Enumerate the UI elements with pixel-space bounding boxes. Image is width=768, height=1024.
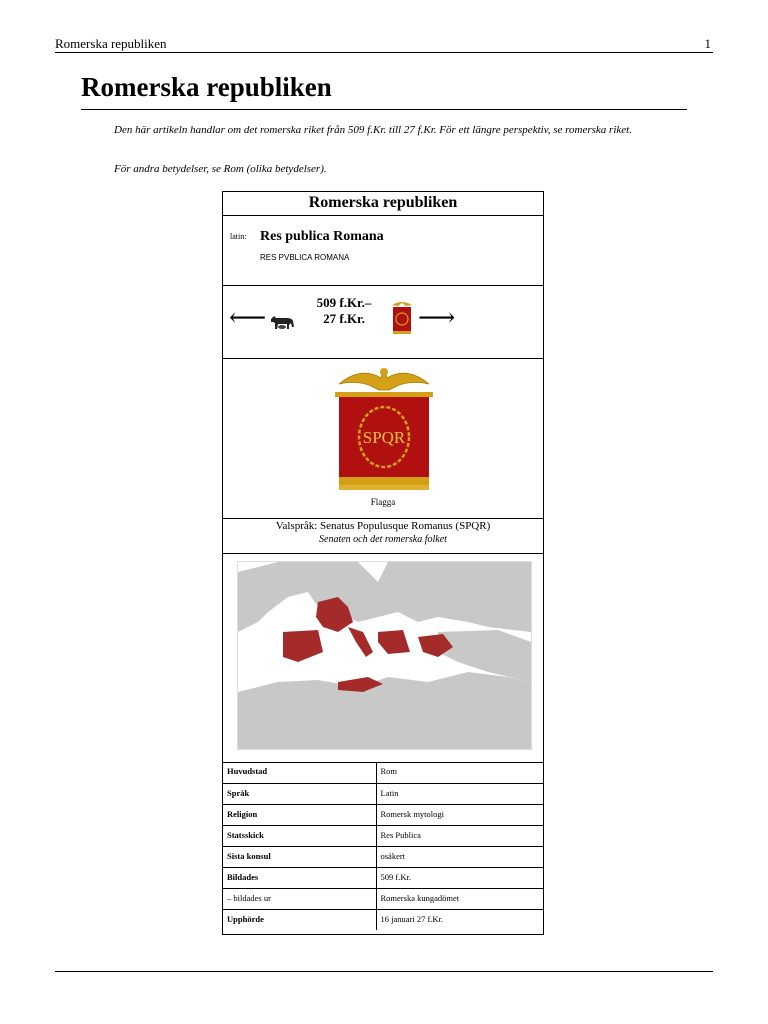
flag-caption: Flagga bbox=[370, 497, 396, 507]
fact-row bbox=[223, 825, 543, 846]
fact-key: Sista konsul bbox=[223, 846, 376, 867]
motto-translation: Senaten och det romerska folket bbox=[319, 534, 447, 545]
period-dates: 509 f.Kr.–27 f.Kr. bbox=[316, 295, 372, 326]
hatnote-disambiguation: För andra betydelser, se Rom (olika betydelser). bbox=[114, 163, 327, 175]
fact-row bbox=[223, 804, 543, 825]
infobox-latin-name bbox=[223, 215, 543, 286]
infobox-flag bbox=[223, 358, 543, 519]
running-header bbox=[55, 36, 713, 53]
page-number: 1 bbox=[704, 36, 711, 51]
fact-key: Upphörde bbox=[223, 909, 376, 930]
fact-value: 509 f.Kr. bbox=[376, 867, 543, 888]
fact-value: Romerska kungadömet bbox=[376, 888, 543, 909]
fact-key: Språk bbox=[223, 783, 376, 804]
latin-label: latin: bbox=[230, 232, 247, 241]
fact-row bbox=[223, 909, 543, 930]
infobox-map bbox=[223, 554, 543, 763]
previous-state-arrow[interactable]: ⟵ bbox=[229, 303, 267, 332]
hatnote-scope: Den här artikeln handlar om det romerska riket från 509 f.Kr. till 27 f.Kr. För ett längre perspektiv, se romerska riket. bbox=[114, 124, 632, 136]
fact-row bbox=[223, 762, 543, 783]
infobox bbox=[222, 191, 544, 935]
fact-value: Romersk mytologi bbox=[376, 804, 543, 825]
fact-value: 16 januari 27 f.Kr. bbox=[376, 909, 543, 930]
vexillum-icon[interactable] bbox=[388, 299, 416, 335]
spqr-vexillum-icon[interactable] bbox=[331, 362, 437, 496]
next-state-arrow[interactable]: ⟶ bbox=[418, 303, 456, 332]
flag-spqr-text: SPQR bbox=[362, 428, 406, 447]
fact-value: Rom bbox=[380, 766, 398, 776]
fact-row bbox=[223, 888, 543, 909]
page-title: Romerska republiken bbox=[81, 72, 687, 110]
territory-map[interactable] bbox=[237, 561, 532, 750]
running-title: Romerska republiken bbox=[55, 36, 167, 51]
fact-row bbox=[223, 783, 543, 804]
fact-row bbox=[223, 867, 543, 888]
motto-text: Valspråk: Senatus Populusque Romanus (SPQR) bbox=[275, 520, 491, 532]
fact-key: – bildades ur bbox=[223, 888, 376, 909]
fact-row bbox=[223, 846, 543, 867]
fact-key: Religion bbox=[223, 804, 376, 825]
fact-value: Latin bbox=[376, 783, 543, 804]
map-image bbox=[238, 562, 531, 749]
capitoline-wolf-icon[interactable] bbox=[269, 313, 295, 331]
fact-value: osäkert bbox=[376, 846, 543, 867]
fact-value: Res Publica bbox=[376, 825, 543, 846]
infobox-motto bbox=[223, 518, 543, 554]
latin-inscription: RES PVBLICA ROMANA bbox=[260, 253, 350, 262]
facts-table bbox=[223, 762, 543, 930]
footer-rule bbox=[55, 971, 713, 972]
infobox-title: Romerska republiken bbox=[223, 192, 543, 216]
latin-name: Res publica Romana bbox=[260, 229, 384, 244]
infobox-succession bbox=[223, 285, 543, 359]
fact-key: Statsskick bbox=[223, 825, 376, 846]
fact-key: Bildades bbox=[223, 867, 376, 888]
fact-key: Huvudstad bbox=[223, 762, 376, 783]
